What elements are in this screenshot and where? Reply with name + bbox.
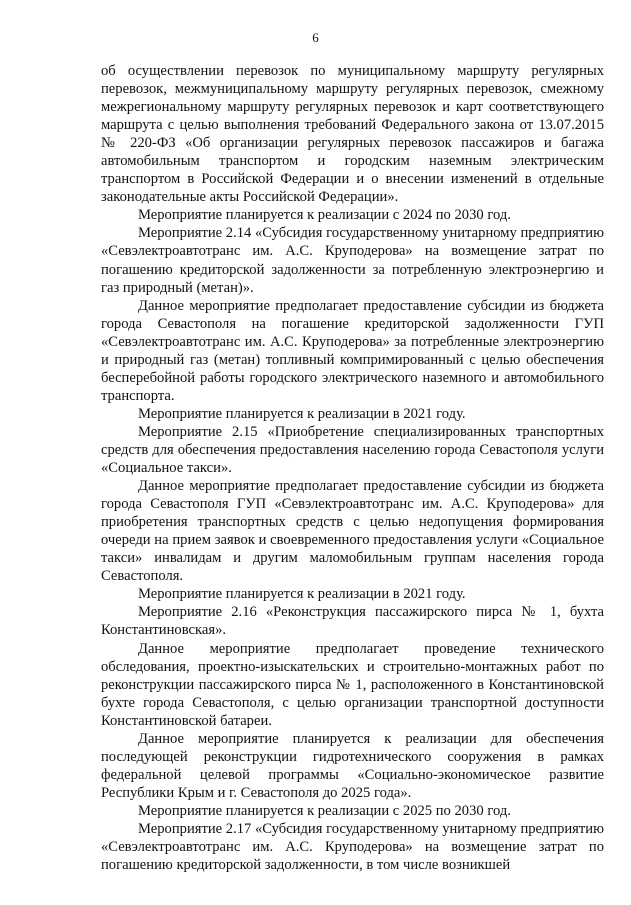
paragraph-measure-2-16-description: Данное мероприятие предполагает проведение технического обследования, проектно-изыскательских и строительно-монтажных работ по реконструкции пассажирского пирса № 1, расположенного в Константиновской бухте города Севастополя, с целью организации транспортной доступности Константиновской батареи.: [101, 640, 604, 729]
paragraph-measure-2-17-title: Мероприятие 2.17 «Субсидия государственному унитарному предприятию «Севэлектроавтотранс им. А.С. Круподерова» на возмещение затрат по погашению кредиторской задолженности, в том числе возникшей: [101, 820, 604, 874]
paragraph-measure-2-15-title: Мероприятие 2.15 «Приобретение специализированных транспортных средств для обеспечения предоставления населению города Севастополя услуги «Социальное такси».: [101, 423, 604, 477]
paragraph-continuation: об осуществлении перевозок по муниципальному маршруту регулярных перевозок, межмуниципальному маршруту регулярных перевозок, смежному межрегиональному маршруту регулярных перевозок и карт соответствующего маршрута с целью выполнения требований Федерального закона от 13.07.2015 № 220-ФЗ «Об организации регулярных перевозок пассажиров и багажа автомобильным транспортом и городским наземным электрическим транспортом в Российской Федерации и о внесении изменений в отдельные законодательные акты Российской Федерации».: [101, 63, 604, 206]
paragraph-measure-2-14-title: Мероприятие 2.14 «Субсидия государственному унитарному предприятию «Севэлектроавтотранс им. А.С. Круподерова» на возмещение затрат по погашению кредиторской задолженности за потребленную электроэнергию и газ природный (метан)».: [101, 225, 604, 296]
paragraph-schedule-2025-2030: Мероприятие планируется к реализации с 2025 по 2030 год.: [138, 802, 511, 819]
paragraph-measure-2-14-description: Данное мероприятие предполагает предоставление субсидии из бюджета города Севастополя на погашение кредиторской задолженности ГУП «Севэлектроавтотранс им. А.С. Круподерова» за потребленные электроэнергию и природный газ (метан) топливный компримированный с целью обеспечения бесперебойной работы городского электрического наземного и автомобильного транспорта.: [101, 297, 604, 404]
paragraph-schedule-2021-b: Мероприятие планируется к реализации в 2021 году.: [138, 586, 466, 603]
page-number: 6: [312, 30, 319, 45]
paragraph-schedule-2024-2030: Мероприятие планируется к реализации с 2024 по 2030 год.: [138, 207, 511, 224]
document-body: [101, 62, 604, 874]
paragraph-schedule-2021-a: Мероприятие планируется к реализации в 2021 году.: [138, 405, 466, 422]
paragraph-measure-2-15-description: Данное мероприятие предполагает предоставление субсидии из бюджета города Севастополя ГУП «Севэлектроавтотранс им. А.С. Круподерова» для приобретения транспортных средств с целью недопущения формирования очереди на прием заявок и своевременного предоставления услуги «Социальное такси» инвалидам и другим маломобильным группам населения города Севастополя.: [101, 478, 604, 585]
paragraph-measure-2-16-title: Мероприятие 2.16 «Реконструкция пассажирского пирса № 1, бухта Константиновская».: [101, 604, 604, 639]
paragraph-measure-2-16-purpose: Данное мероприятие планируется к реализации для обеспечения последующей реконструкции гидротехнического сооружения в рамках федеральной целевой программы «Социально-экономическое развитие Республики Крым и г. Севастополя до 2025 года».: [101, 730, 604, 801]
